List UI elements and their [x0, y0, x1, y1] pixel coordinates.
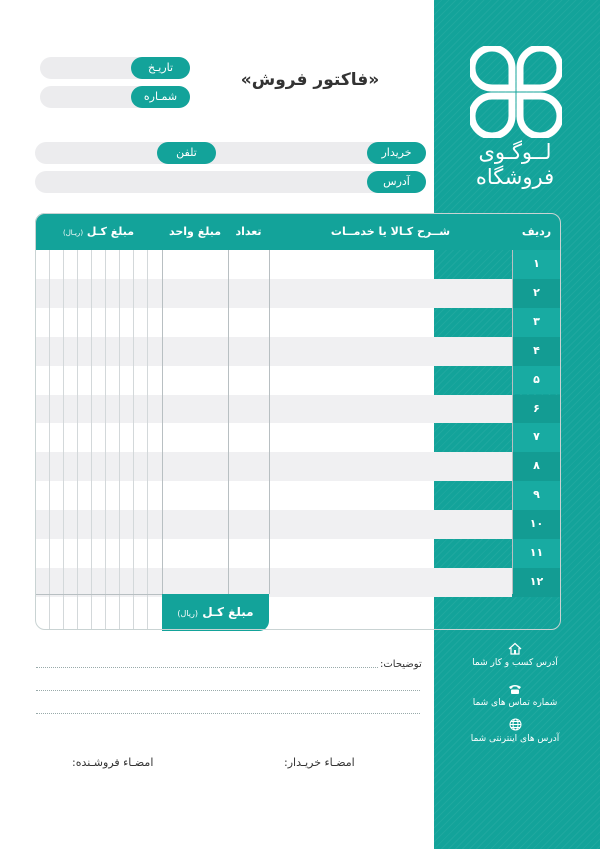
col-quantity-header: تعداد [235, 225, 262, 238]
contact-business-address [440, 642, 590, 668]
notes-line-1[interactable] [36, 667, 378, 668]
table-row[interactable] [36, 366, 512, 395]
divider-qty-col [228, 250, 229, 594]
digit-divider [119, 250, 120, 630]
row-number: ۱۰ [512, 510, 561, 539]
seller-signature-label: امضـاء فروشـنده: [72, 756, 154, 769]
table-row[interactable] [36, 308, 512, 337]
buyer-signature-label: امضـاء خریـدار: [284, 756, 355, 769]
col-row-header: ردیف [521, 225, 552, 238]
table-row[interactable] [36, 539, 512, 568]
row-number: ۹ [512, 481, 561, 510]
digit-divider [77, 250, 78, 630]
date-label: تاریـخ [131, 57, 190, 79]
total-row-top-line [36, 594, 162, 595]
notes-line-3[interactable] [36, 713, 420, 714]
clover-logo-icon [470, 46, 562, 138]
col-unit-price-header: مبلغ واحد [168, 225, 222, 238]
row-number: ۷ [512, 423, 561, 452]
row-number: ۳ [512, 308, 561, 337]
row-number: ۱۲ [512, 568, 561, 597]
address-label: آدرس [367, 171, 426, 193]
contact-phone [440, 683, 590, 708]
home-icon [508, 642, 522, 655]
invoice-title: «فاکتور فروش» [240, 70, 380, 90]
row-number: ۶ [512, 395, 561, 424]
buyer-label: خریدار [367, 142, 426, 164]
phone-text: شماره تماس های شما [472, 698, 558, 708]
table-row[interactable] [36, 568, 512, 597]
table-row[interactable] [36, 250, 512, 279]
divider-desc-col [269, 250, 270, 594]
row-number: ۱ [512, 250, 561, 279]
col-total-header [35, 213, 162, 250]
grand-total-unit: (ریال) [177, 609, 198, 618]
table-row[interactable] [36, 337, 512, 366]
col-description-header: شــرح کـالا یا خدمــات [330, 225, 451, 238]
business-address-text: آدرس کسب و کار شما [472, 658, 558, 668]
col-total-unit: (ریـال) [62, 229, 84, 237]
contact-web [440, 718, 590, 744]
grand-total-label [162, 594, 269, 631]
row-number: ۱۱ [512, 539, 561, 568]
globe-icon [509, 718, 522, 731]
digit-divider [49, 250, 50, 630]
number-label: شمـاره [131, 86, 190, 108]
row-number: ۵ [512, 366, 561, 395]
digit-divider [63, 250, 64, 630]
divider-row-col [512, 250, 513, 594]
notes-label: توضیحات: [380, 659, 422, 670]
table-row[interactable] [36, 423, 512, 452]
digit-divider [91, 250, 92, 630]
digit-divider [105, 250, 106, 630]
table-row[interactable] [36, 510, 512, 539]
notes-line-2[interactable] [36, 690, 420, 691]
telephone-icon [508, 683, 522, 695]
digit-divider [147, 250, 148, 630]
col-total-label: مبلغ کـل [86, 225, 135, 238]
row-number: ۲ [512, 279, 561, 308]
row-number: ۸ [512, 452, 561, 481]
table-row[interactable] [36, 279, 512, 308]
logo-line-1: لــوگـوی [478, 140, 552, 164]
grand-total-text: مبلغ کـل [202, 605, 254, 619]
web-text: آدرس های اینترنتی شما [470, 734, 560, 744]
digit-divider [133, 250, 134, 630]
logo-text [440, 140, 590, 190]
row-number: ۴ [512, 337, 561, 366]
table-row[interactable] [36, 452, 512, 481]
divider-unit-col [162, 250, 163, 630]
table-row[interactable] [36, 481, 512, 510]
table-row[interactable] [36, 395, 512, 424]
phone-label: تلفن [157, 142, 216, 164]
logo-line-2: فروشگاه [475, 165, 555, 189]
